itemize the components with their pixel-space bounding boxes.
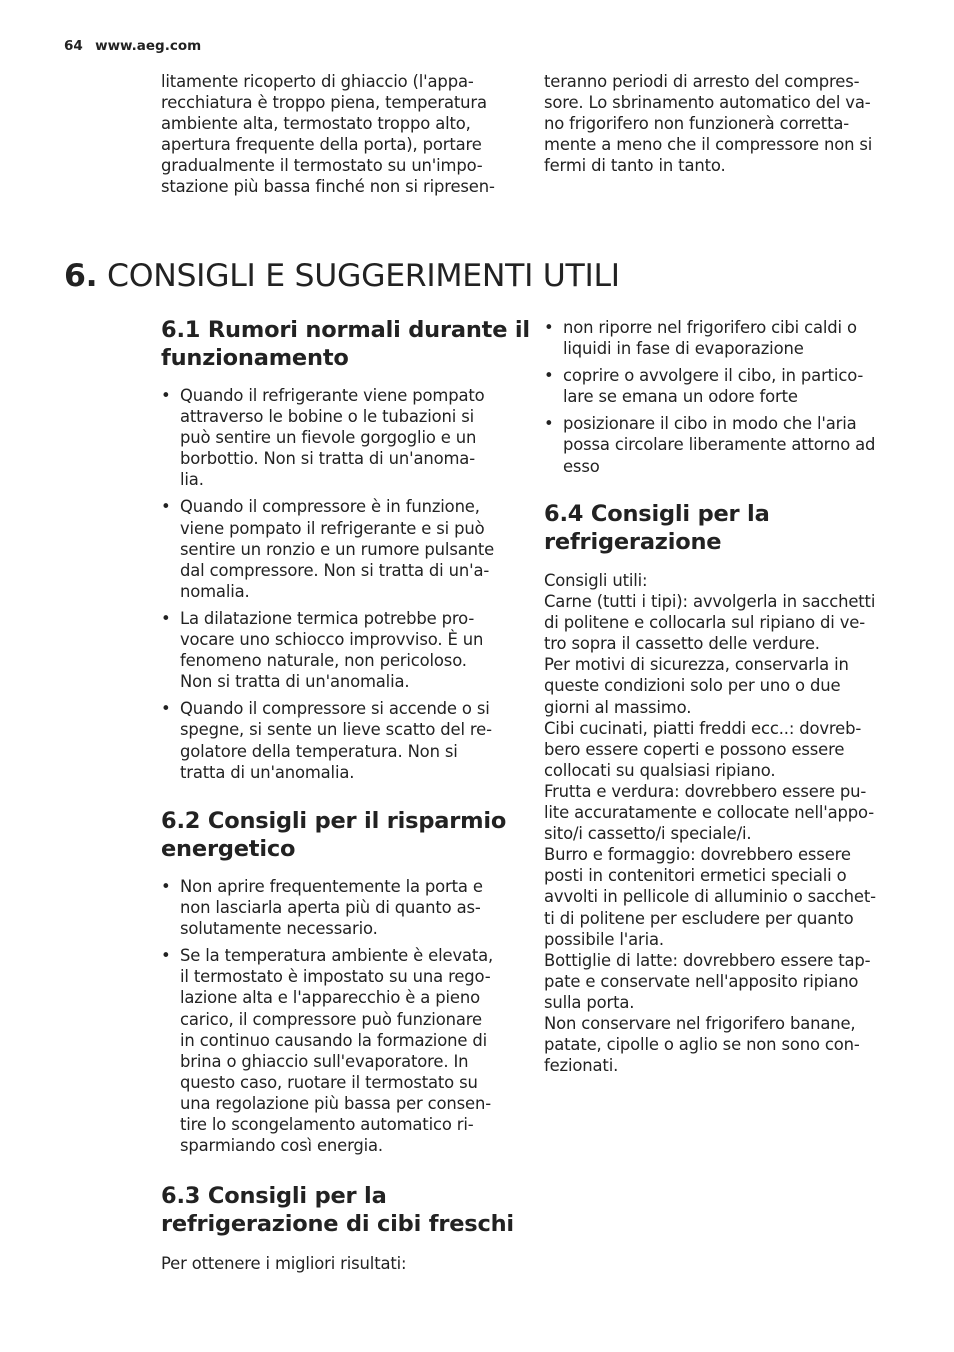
text-line: no frigorifero non funzionerà corretta- — [544, 114, 850, 134]
text-line: liquidi in fase di evaporazione — [563, 339, 804, 359]
text-line: sore. Lo sbrinamento automatico del va- — [544, 93, 871, 113]
list-item — [544, 317, 875, 359]
section-6-1 — [161, 316, 530, 783]
section-body — [544, 570, 876, 1076]
text-line: sulla porta. — [544, 992, 635, 1012]
list-item — [544, 365, 875, 407]
text-line: esso — [563, 456, 600, 476]
text-line: La dilatazione termica potrebbe pro- — [180, 608, 475, 628]
section-heading — [161, 807, 506, 863]
text-line: di politene e collocarla sul ripiano di ve- — [544, 613, 866, 633]
text-line: ti di politene per escludere per quanto — [544, 908, 854, 928]
intro-column-left — [161, 71, 495, 198]
section-title: energetico — [161, 836, 296, 862]
text-line: carico, il compressore può funzionare — [180, 1009, 482, 1029]
text-line: Non aprire frequentemente la porta e — [180, 877, 483, 896]
section-6-3 — [161, 1182, 514, 1274]
text-line: giorni al massimo. — [544, 697, 692, 717]
text-line: una regolazione più bassa per consen- — [180, 1093, 491, 1113]
chapter-number: 6. — [64, 258, 98, 294]
site-url[interactable]: www.aeg.com — [95, 38, 202, 54]
bullet-icon: • — [161, 946, 171, 966]
text-line: apertura frequente della porta), portare — [161, 135, 482, 155]
text-line: Non conservare nel frigorifero banane, — [544, 1013, 856, 1033]
list-item — [161, 385, 530, 490]
section-title: Consigli per la — [590, 501, 770, 527]
text-line: non lasciarla aperta più di quanto as- — [180, 898, 481, 918]
text-line: solutamente necessario. — [180, 919, 378, 939]
section-title: Rumori normali durante il — [207, 317, 530, 343]
text-line: viene pompato il refrigerante e si può — [180, 518, 485, 538]
list-item — [161, 698, 530, 782]
text-line: borbottio. Non si tratta di un'anoma- — [180, 449, 475, 469]
section-title: funzionamento — [161, 345, 349, 371]
bullet-list — [161, 385, 530, 783]
text-line: Burro e formaggio: dovrebbero essere — [544, 845, 851, 865]
text-line: sito/i cassetto/i speciale/i. — [544, 824, 752, 844]
text-line: litamente ricoperto di ghiaccio (l'appa- — [161, 72, 474, 91]
text-line: spegne, si sente un lieve scatto del re- — [180, 720, 492, 740]
text-line: nomalia. — [180, 581, 250, 601]
bullet-icon: • — [161, 497, 171, 517]
text-line: stazione più bassa finché non si ripresen- — [161, 177, 495, 197]
list-item — [161, 608, 530, 692]
text-line: sentire un ronzio e un rumore pulsante — [180, 539, 495, 559]
text-line: lia. — [180, 470, 204, 490]
text-line: Carne (tutti i tipi): avvolgerla in sacchetti — [544, 592, 876, 612]
text-line: avvolti in pellicole di alluminio o sacchet- — [544, 887, 876, 907]
text-line: non riporre nel frigorifero cibi caldi o — [563, 318, 857, 337]
text-line: può sentire un fievole gorgoglio e un — [180, 428, 477, 448]
text-line: dal compressore. Non si tratta di un'a- — [180, 560, 490, 580]
list-item — [544, 413, 875, 476]
section-6-3-list — [544, 317, 875, 477]
page-header — [64, 38, 201, 54]
text-line: sparmiando così energia. — [180, 1136, 383, 1156]
section-heading — [161, 1182, 514, 1238]
list-item — [161, 496, 530, 601]
text-line: brina o ghiaccio sull'evaporatore. In — [180, 1051, 469, 1071]
text-line: in continuo causando la formazione di — [180, 1030, 487, 1050]
section-number: 6.1 — [161, 317, 201, 343]
text-line: posti in contenitori ermetici speciali o — [544, 866, 847, 886]
text-line: pate e conservate nell'apposito ripiano — [544, 971, 859, 991]
bullet-icon: • — [544, 414, 554, 434]
section-title: Consigli per la — [207, 1183, 387, 1209]
text-line: Bottiglie di latte: dovrebbero essere tap- — [544, 950, 871, 970]
text-line: Quando il compressore è in funzione, — [180, 497, 480, 517]
text-line: recchiatura è troppo piena, temperatura — [161, 93, 487, 113]
section-heading — [544, 500, 876, 556]
section-title: refrigerazione di cibi freschi — [161, 1211, 514, 1237]
text-line: Cibi cucinati, piatti freddi ecc..: dovreb- — [544, 718, 862, 738]
bullet-icon: • — [544, 318, 554, 337]
text-line: gradualmente il termostato su un'impo- — [161, 156, 483, 176]
text-line: Non si tratta di un'anomalia. — [180, 672, 410, 692]
bullet-icon: • — [161, 699, 171, 719]
text-line: il termostato è impostato su una rego- — [180, 967, 491, 987]
text-line: tro sopra il cassetto delle verdure. — [544, 634, 820, 654]
bullet-list — [544, 317, 875, 477]
text-line: fermi di tanto in tanto. — [544, 156, 726, 176]
bullet-list — [161, 876, 506, 1156]
text-line: teranno periodi di arresto del compres- — [544, 72, 860, 91]
text-line: fezionati. — [544, 1056, 619, 1076]
section-heading — [161, 316, 530, 372]
text-line: tratta di un'anomalia. — [180, 762, 355, 782]
bullet-icon: • — [161, 386, 171, 405]
section-title: Consigli per il risparmio — [207, 808, 507, 834]
chapter-heading — [64, 258, 620, 294]
list-item — [161, 945, 506, 1156]
section-intro: Per ottenere i migliori risultati: — [161, 1254, 407, 1273]
text-line: possibile l'aria. — [544, 929, 664, 949]
text-line: attraverso le bobine o le tubazioni si — [180, 407, 474, 427]
intro-column-right — [544, 71, 872, 176]
section-number: 6.4 — [544, 501, 584, 527]
text-line: patate, cipolle o aglio se non sono con- — [544, 1035, 860, 1055]
text-line: vocare uno schiocco improvviso. È un — [180, 630, 484, 650]
text-line: mente a meno che il compressore non si — [544, 135, 873, 155]
text-line: tire lo scongelamento automatico ri- — [180, 1115, 474, 1135]
text-line: fenomeno naturale, non pericoloso. — [180, 651, 467, 671]
text-line: lare se emana un odore forte — [563, 387, 798, 407]
text-line: queste condizioni solo per uno o due — [544, 676, 841, 696]
bullet-icon: • — [161, 877, 171, 896]
bullet-icon: • — [544, 366, 554, 386]
text-line: coprire o avvolgere il cibo, in partico- — [563, 366, 864, 386]
bullet-icon: • — [161, 608, 171, 628]
section-6-4 — [544, 500, 876, 1076]
text-line: questo caso, ruotare il termostato su — [180, 1072, 478, 1092]
text-line: lazione alta e l'apparecchio è a pieno — [180, 988, 480, 1008]
chapter-title: CONSIGLI E SUGGERIMENTI UTILI — [107, 258, 620, 294]
text-line: golatore della temperatura. Non si — [180, 741, 458, 761]
text-line: bero essere coperti e possono essere — [544, 739, 845, 759]
section-number: 6.2 — [161, 808, 201, 834]
text-line: Consigli utili: — [544, 571, 648, 590]
text-line: Se la temperatura ambiente è elevata, — [180, 946, 494, 966]
page-number: 64 — [64, 38, 83, 54]
section-6-2 — [161, 807, 506, 1156]
list-item — [161, 876, 506, 939]
text-line: lite accuratamente e collocate nell'appo- — [544, 803, 874, 823]
text-line: Quando il compressore si accende o si — [180, 699, 490, 719]
text-line: ambiente alta, termostato troppo alto, — [161, 114, 471, 134]
section-number: 6.3 — [161, 1183, 201, 1209]
text-line: Frutta e verdura: dovrebbero essere pu- — [544, 781, 867, 801]
text-line: Quando il refrigerante viene pompato — [180, 386, 485, 405]
section-title: refrigerazione — [544, 529, 722, 555]
text-line: posizionare il cibo in modo che l'aria — [563, 414, 857, 434]
text-line: collocati su qualsiasi ripiano. — [544, 760, 776, 780]
text-line: possa circolare liberamente attorno ad — [563, 435, 876, 455]
text-line: Per motivi di sicurezza, conservarla in — [544, 655, 849, 675]
